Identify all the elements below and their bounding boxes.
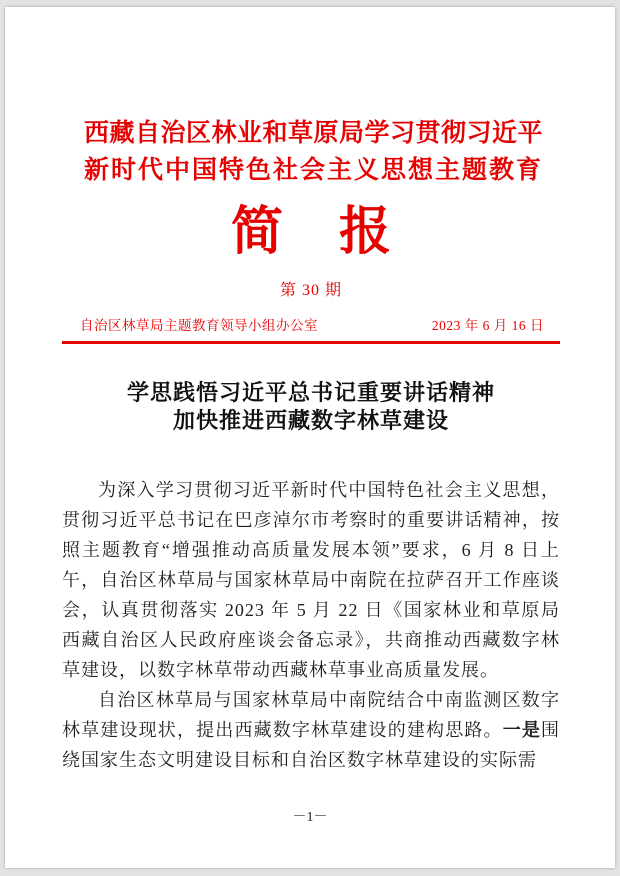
bulletin-title-char2: 报 bbox=[339, 204, 392, 261]
article-paragraph-1: 为深入学习贯彻习近平新时代中国特色社会主义思想，贯彻习近平总书记在巴彦淖尔市考察时的重要讲话精神，按照主题教育“增强推动高质量发展本领”要求，6 月 8 日上午，自治区林草局与国家林草局中南院在拉萨召开工作座谈会，认真贯彻落实 2023 年 5 月 22 日《国家林业和草原局 西藏自治区人民政府座谈会备忘录》，共商推动西藏数字林草建设，以数字林草带动西藏林草事业高质量发展。 bbox=[62, 479, 560, 680]
article-paragraph-2 bbox=[62, 685, 560, 775]
issue-number: 第 30 期 bbox=[279, 282, 342, 299]
article-body bbox=[62, 379, 560, 775]
bulletin-title-char1: 简 bbox=[230, 204, 283, 261]
article-title-line1: 学思践悟习近平总书记重要讲话精神 bbox=[126, 379, 495, 405]
page-footer bbox=[5, 811, 615, 825]
issue-info-row bbox=[62, 317, 560, 335]
article-title-line2: 加快推进西藏数字林草建设 bbox=[172, 407, 449, 433]
paragraph-2-lead: 自治区林草局与国家林草局中南院结合中南监测区数字林草建设现状，提出西藏数字林草建设的建构思路。 bbox=[62, 689, 560, 740]
paragraph-2-rest: 围绕国家生态文明建设目标和自治区数字林草建设的实际需 bbox=[62, 719, 561, 770]
masthead-divider-rule bbox=[62, 341, 560, 344]
document-page bbox=[5, 7, 615, 868]
article-title bbox=[62, 379, 560, 435]
masthead-banner-line2: 新时代中国特色社会主义思想主题教育 bbox=[84, 157, 544, 184]
page-number: －1－ bbox=[292, 810, 328, 825]
issuing-office: 自治区林草局主题教育领导小组办公室 bbox=[80, 318, 318, 333]
masthead-banner-line1: 西藏自治区林业和草原局学习贯彻习近平 bbox=[84, 120, 544, 147]
issue-date: 2023 年 6 月 16 日 bbox=[431, 318, 544, 333]
paragraph-2-emphasis: 一是 bbox=[502, 719, 542, 740]
bulletin-title bbox=[62, 204, 560, 261]
masthead bbox=[62, 115, 560, 344]
masthead-banner bbox=[84, 115, 544, 189]
